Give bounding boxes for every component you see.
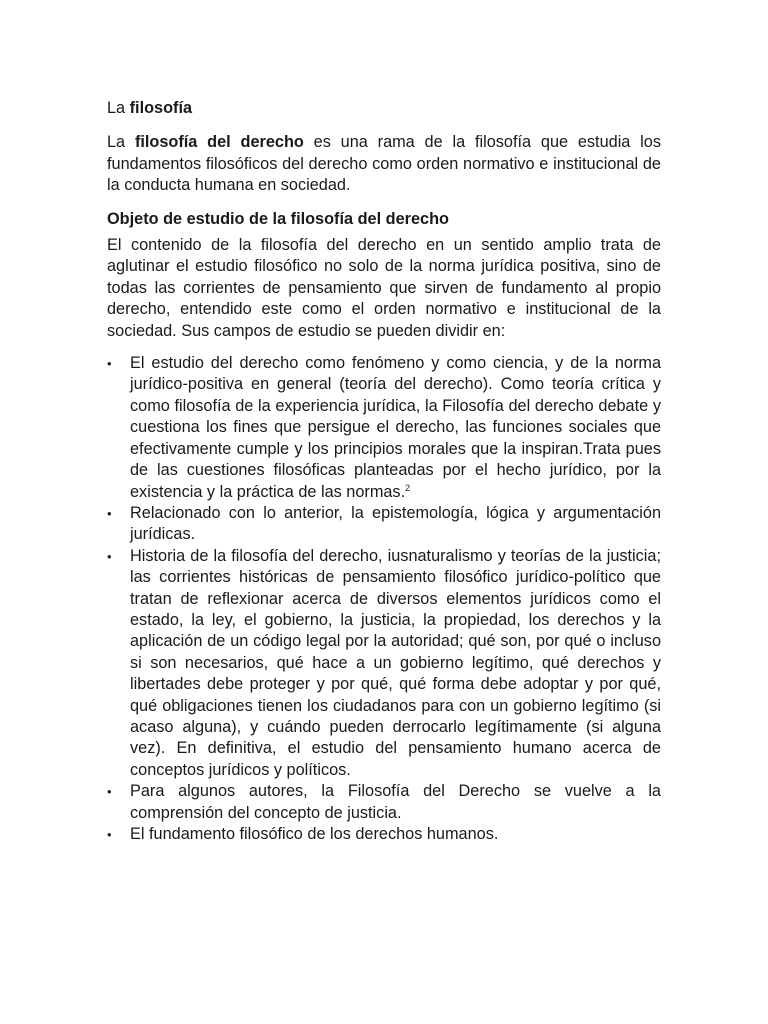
intro-prefix: La <box>107 133 135 152</box>
bullet-icon: • <box>107 548 112 564</box>
intro-rest: es una rama de la filosofía que estudia los fundamentos filosóficos del derecho como orden normativo e institucional de la conducta humana en sociedad. <box>107 133 661 195</box>
bullet-icon: • <box>107 827 112 842</box>
bullet-icon: • <box>107 505 112 521</box>
list-item <box>107 503 661 546</box>
list-item-text: Historia de la filosofía del derecho, iusnaturalismo y teorías de la justicia; las corrientes históricas de pensamiento filosófico jurídico-político que tratan de reflexionar acerca de diversos elementos jurídicos como el estado, la ley, el gobierno, la justicia, la propiedad, los derechos y la aplicación de un código legal por la autoridad; qué son, por qué o incluso si son necesarios, qué hace a un gobierno legítimo, qué derechos y libertades debe proteger y por qué, qué forma debe adoptar y por qué, qué obligaciones tienen los ciudadanos para con un gobierno legítimo (si acaso alguna), y cuándo pueden derrocarlo legítimamente (si alguna vez). En definitiva, el estudio del pensamiento humano acerca de conceptos jurídicos y políticos. <box>130 546 661 779</box>
document-page <box>107 98 661 845</box>
list-item <box>107 546 661 781</box>
intro-paragraph <box>107 132 661 196</box>
list-item-text: El fundamento filosófico de los derechos humanos. <box>130 825 499 843</box>
section-paragraph: El contenido de la filosofía del derecho en un sentido amplio trata de aglutinar el estudio filosófico no solo de la norma jurídica positiva, sino de todas las corrientes de pensamiento que sirven de fundamento al propio derecho, entendido este como el orden normativo e institucional de la sociedad. Sus campos de estudio se pueden dividir en: <box>107 236 661 340</box>
list-item <box>107 353 661 503</box>
title-bold: filosofía <box>129 99 193 117</box>
document-title <box>107 98 661 119</box>
list-item-text: Para algunos autores, la Filosofía del Derecho se vuelve a la comprensión del concepto de justicia. <box>130 782 661 822</box>
list-item-text: Relacionado con lo anterior, la epistemología, lógica y argumentación jurídicas. <box>130 503 661 544</box>
list-item <box>107 781 661 824</box>
bullet-icon: • <box>107 784 112 800</box>
footnote-reference[interactable]: 2 <box>405 482 411 493</box>
list-item-text: El estudio del derecho como fenómeno y como ciencia, y de la norma jurídico-positiva en general (teoría del derecho). Como teoría crítica y como filosofía de la experiencia jurídica, la Filosofía del derecho debate y cuestiona los fines que persigue el derecho, las funciones sociales que efectivamente cumple y los principios morales que la inspiran.Trata pues de las cuestiones filosóficas planteadas por el hecho jurídico, por la existencia y la práctica de las normas. <box>130 354 661 501</box>
section-heading: Objeto de estudio de la filosofía del derecho <box>107 209 449 228</box>
study-fields-list <box>107 353 661 845</box>
title-prefix: La <box>107 99 130 117</box>
bullet-icon: • <box>107 356 112 372</box>
intro-bold-term: filosofía del derecho <box>134 133 304 152</box>
list-item <box>107 824 661 845</box>
